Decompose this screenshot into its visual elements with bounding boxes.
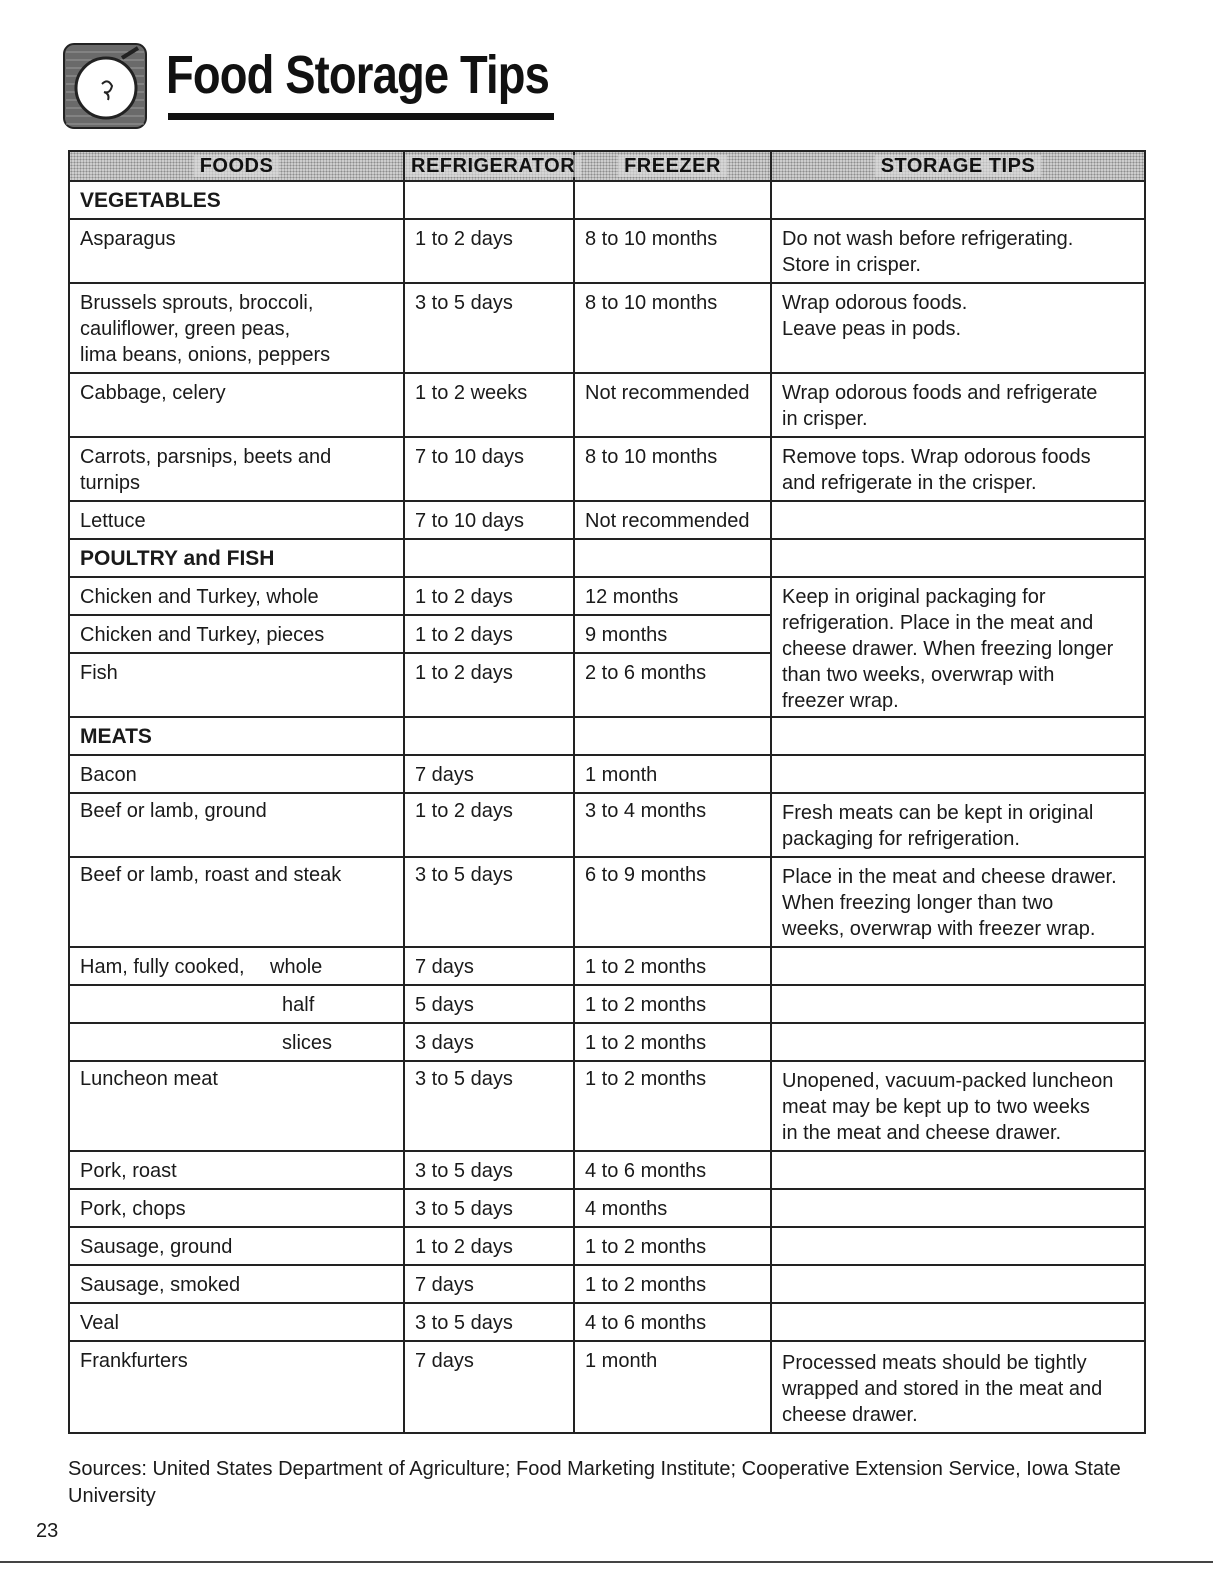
section-row-poultry	[69, 539, 1145, 577]
tip-cell	[771, 755, 1145, 793]
table-row	[69, 1061, 1145, 1151]
ham-cut: half	[282, 994, 315, 1016]
freezer-cell: 1 to 2 months	[574, 985, 771, 1023]
food-cell: Sausage, smoked	[69, 1265, 404, 1303]
tip-cell	[771, 1303, 1145, 1341]
table-row	[69, 437, 1145, 501]
tip-cell: Keep in original packaging for refrigeration. Place in the meat and cheese drawer. When freezing longer than two weeks, overwrap with freezer wrap.	[771, 577, 1145, 717]
table-row	[69, 1227, 1145, 1265]
section-label: MEATS	[69, 717, 404, 755]
refrigerator-cell: 7 days	[404, 947, 574, 985]
table-row	[69, 1303, 1145, 1341]
table-row	[69, 1151, 1145, 1189]
food-cell: Beef or lamb, roast and steak	[69, 857, 404, 947]
refrigerator-cell: 3 to 5 days	[404, 283, 574, 373]
food-cell: Lettuce	[69, 501, 404, 539]
table-row	[69, 985, 1145, 1023]
section-row-vegetables	[69, 181, 1145, 219]
freezer-cell: 1 to 2 months	[574, 947, 771, 985]
table-row	[69, 1341, 1145, 1433]
refrigerator-cell: 1 to 2 days	[404, 1227, 574, 1265]
food-cell: Pork, roast	[69, 1151, 404, 1189]
food-cell: Bacon	[69, 755, 404, 793]
refrigerator-tip-icon	[62, 42, 148, 130]
ham-cut: whole	[270, 956, 323, 978]
tip-cell	[771, 1227, 1145, 1265]
refrigerator-cell: 7 days	[404, 1265, 574, 1303]
food-cell: Sausage, ground	[69, 1227, 404, 1265]
tip-cell: Remove tops. Wrap odorous foods and refrigerate in the crisper.	[771, 437, 1145, 501]
food-cell: Beef or lamb, ground	[69, 793, 404, 857]
food-cell	[69, 947, 404, 985]
table-row	[69, 577, 1145, 615]
tip-cell: Processed meats should be tightly wrapped and stored in the meat and cheese drawer.	[771, 1341, 1145, 1433]
tip-cell	[771, 1265, 1145, 1303]
tip-cell	[771, 501, 1145, 539]
freezer-cell: 4 months	[574, 1189, 771, 1227]
table-row	[69, 793, 1145, 857]
table-row	[69, 1023, 1145, 1061]
food-storage-table	[68, 150, 1146, 1434]
tip-cell: Place in the meat and cheese drawer. When freezing longer than two weeks, overwrap with freezer wrap.	[771, 857, 1145, 947]
freezer-cell: 8 to 10 months	[574, 219, 771, 283]
freezer-cell: 1 month	[574, 755, 771, 793]
refrigerator-cell: 7 days	[404, 1341, 574, 1433]
freezer-cell: 3 to 4 months	[574, 793, 771, 857]
refrigerator-cell: 1 to 2 weeks	[404, 373, 574, 437]
freezer-cell: 8 to 10 months	[574, 283, 771, 373]
refrigerator-cell: 1 to 2 days	[404, 793, 574, 857]
sources-note: Sources: United States Department of Agriculture; Food Marketing Institute; Cooperative Extension Service, Iowa State University	[68, 1458, 1121, 1507]
freezer-cell: 1 month	[574, 1341, 771, 1433]
refrigerator-cell: 1 to 2 days	[404, 615, 574, 653]
refrigerator-cell: 7 days	[404, 755, 574, 793]
freezer-cell: 4 to 6 months	[574, 1303, 771, 1341]
refrigerator-cell: 5 days	[404, 985, 574, 1023]
food-cell	[69, 1023, 404, 1061]
tip-cell: Wrap odorous foods. Leave peas in pods.	[771, 283, 1145, 373]
table-row	[69, 755, 1145, 793]
tip-cell	[771, 985, 1145, 1023]
table-row	[69, 373, 1145, 437]
tip-cell: Do not wash before refrigerating. Store in crisper.	[771, 219, 1145, 283]
tip-cell	[771, 1151, 1145, 1189]
tip-cell: Wrap odorous foods and refrigerate in crisper.	[771, 373, 1145, 437]
freezer-cell: Not recommended	[574, 501, 771, 539]
tip-cell: Unopened, vacuum-packed luncheon meat may be kept up to two weeks in the meat and cheese drawer.	[771, 1061, 1145, 1151]
food-cell: Asparagus	[69, 219, 404, 283]
freezer-cell: 1 to 2 months	[574, 1061, 771, 1151]
tip-cell	[771, 947, 1145, 985]
food-cell: Carrots, parsnips, beets and turnips	[69, 437, 404, 501]
table-row	[69, 1189, 1145, 1227]
table-row	[69, 857, 1145, 947]
table-row	[69, 1265, 1145, 1303]
section-label: POULTRY and FISH	[69, 539, 404, 577]
freezer-cell: 1 to 2 months	[574, 1265, 771, 1303]
bottom-divider	[0, 1561, 1213, 1563]
refrigerator-cell: 3 to 5 days	[404, 1189, 574, 1227]
refrigerator-cell: 1 to 2 days	[404, 653, 574, 717]
food-cell: Frankfurters	[69, 1341, 404, 1433]
table-row	[69, 501, 1145, 539]
food-cell: Pork, chops	[69, 1189, 404, 1227]
freezer-cell: 6 to 9 months	[574, 857, 771, 947]
table-header-row	[69, 151, 1145, 181]
table-row	[69, 283, 1145, 373]
table-row	[69, 947, 1145, 985]
ham-label: Ham, fully cooked,	[80, 956, 245, 978]
page-title: Food Storage Tips	[166, 45, 550, 105]
food-cell: Luncheon meat	[69, 1061, 404, 1151]
food-cell: Cabbage, celery	[69, 373, 404, 437]
freezer-cell: 1 to 2 months	[574, 1227, 771, 1265]
freezer-cell: 2 to 6 months	[574, 653, 771, 717]
tip-cell: Fresh meats can be kept in original packaging for refrigeration.	[771, 793, 1145, 857]
tip-cell	[771, 1023, 1145, 1061]
column-header-foods: FOODS	[69, 151, 404, 181]
ham-cut: slices	[282, 1032, 333, 1054]
title-underline	[168, 113, 554, 120]
column-header-freezer: FREEZER	[574, 151, 771, 181]
page-number: 23	[36, 1520, 59, 1542]
refrigerator-cell: 1 to 2 days	[404, 577, 574, 615]
refrigerator-cell: 3 to 5 days	[404, 1061, 574, 1151]
freezer-cell: Not recommended	[574, 373, 771, 437]
refrigerator-cell: 7 to 10 days	[404, 501, 574, 539]
refrigerator-cell: 1 to 2 days	[404, 219, 574, 283]
section-label: VEGETABLES	[69, 181, 404, 219]
refrigerator-cell: 7 to 10 days	[404, 437, 574, 501]
freezer-cell: 1 to 2 months	[574, 1023, 771, 1061]
tip-cell	[771, 1189, 1145, 1227]
food-cell: Fish	[69, 653, 404, 717]
refrigerator-cell: 3 days	[404, 1023, 574, 1061]
refrigerator-cell: 3 to 5 days	[404, 857, 574, 947]
column-header-refrigerator: REFRIGERATOR	[404, 151, 574, 181]
freezer-cell: 8 to 10 months	[574, 437, 771, 501]
freezer-cell: 9 months	[574, 615, 771, 653]
refrigerator-cell: 3 to 5 days	[404, 1303, 574, 1341]
food-cell: Brussels sprouts, broccoli, cauliflower, green peas, lima beans, onions, peppers	[69, 283, 404, 373]
food-cell: Chicken and Turkey, pieces	[69, 615, 404, 653]
column-header-storage-tips: STORAGE TIPS	[771, 151, 1145, 181]
refrigerator-cell: 3 to 5 days	[404, 1151, 574, 1189]
food-cell	[69, 985, 404, 1023]
food-cell: Veal	[69, 1303, 404, 1341]
table-row	[69, 219, 1145, 283]
food-cell: Chicken and Turkey, whole	[69, 577, 404, 615]
freezer-cell: 4 to 6 months	[574, 1151, 771, 1189]
freezer-cell: 12 months	[574, 577, 771, 615]
section-row-meats	[69, 717, 1145, 755]
